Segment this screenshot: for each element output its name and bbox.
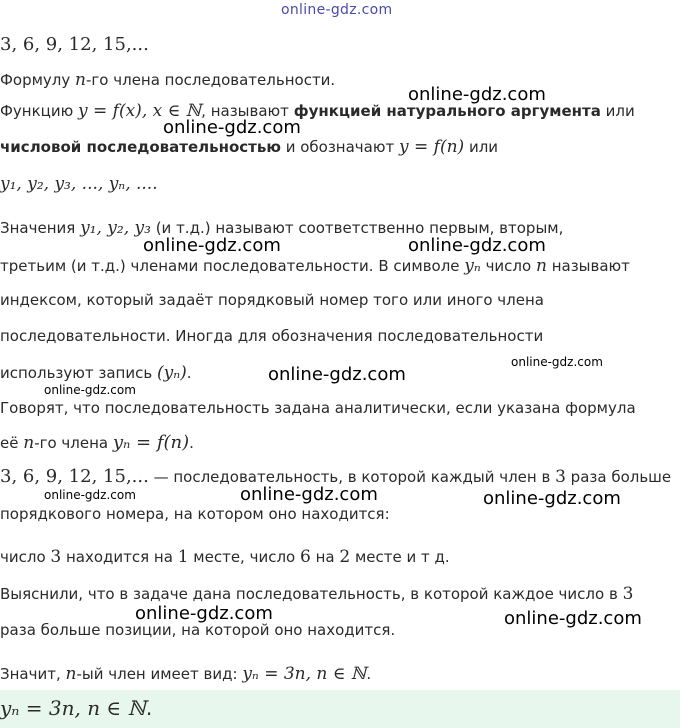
index-line: индексом, который задаёт порядковый номер того или иного члена (0, 291, 544, 309)
text-fragment: . (366, 665, 372, 683)
numeric-sequence-line (0, 137, 498, 157)
watermark: online-gdz.com (483, 488, 621, 509)
text-fragment: Значения (0, 219, 81, 237)
math-fragment: n (65, 664, 77, 684)
bold-term: числовой последовательностью (0, 138, 281, 156)
order-line: порядкового номера, на котором оно находится: (0, 505, 390, 523)
watermark: online-gdz.com (240, 484, 378, 505)
text-fragment: Значит, (0, 665, 66, 683)
say-line: Говорят, что последовательность задана аналитически, если указана формула (0, 399, 636, 417)
math-fragment: n (75, 70, 86, 90)
math-fragment: yₙ (464, 256, 481, 276)
text-fragment: находится на (61, 548, 178, 566)
watermark: online-gdz.com (135, 603, 273, 624)
sequence-line: последовательности. Иногда для обозначения последовательности (0, 327, 544, 345)
text-fragment: раза больше (565, 468, 672, 486)
text-fragment: или (464, 138, 499, 156)
conclusion-line (0, 664, 371, 684)
watermark: online-gdz.com (268, 364, 406, 385)
text-fragment: -го члена последовательности. (86, 71, 336, 89)
text-fragment: месте, число (188, 548, 300, 566)
text-fragment: -ый член имеет вид: (76, 665, 243, 683)
members-list: y₁, y₂, y₃, ..., yₙ, .... (0, 174, 158, 194)
math-fragment: 3 (622, 584, 634, 604)
math-fragment: yₙ = f(n) (112, 432, 190, 453)
watermark: online-gdz.com (281, 2, 393, 18)
text-fragment: (и т.д.) называют соответственно первым, вторым, (150, 219, 564, 237)
text-fragment: называют (546, 257, 630, 275)
text-fragment: — последовательность, в которой каждый член в (148, 468, 556, 486)
math-fragment: y₁, y₂, y₃ (80, 218, 151, 238)
sequence-text: 3, 6, 9, 12, 15,... (0, 34, 149, 55)
text-fragment: . (189, 434, 194, 452)
watermark: online-gdz.com (44, 488, 136, 502)
math-fragment: yₙ = 3n, n ∈ ℕ (0, 696, 146, 720)
math-fragment: y = f(n) (399, 137, 465, 157)
text-fragment: . (145, 696, 153, 720)
text-fragment: . (186, 364, 192, 382)
watermark: online-gdz.com (408, 235, 546, 256)
text-fragment: Функцию (0, 102, 79, 120)
use-line (0, 363, 192, 383)
answer-box (0, 690, 680, 728)
math-fragment: 1 (177, 547, 189, 567)
text-fragment: и обозначают (280, 138, 399, 156)
watermark: online-gdz.com (143, 235, 281, 256)
formula-line (0, 432, 194, 453)
text-fragment: месте и т д. (350, 548, 450, 566)
math-fragment: 2 (339, 547, 351, 567)
text-fragment: число (0, 548, 51, 566)
text-fragment: или (600, 102, 635, 120)
position-line (0, 547, 450, 567)
text-fragment: Выяснили, что в задаче дана последовательность, в которой каждое число в (0, 585, 623, 603)
answer-formula (0, 696, 152, 720)
text-fragment: её (0, 434, 24, 452)
text-fragment: третьим (и т.д.) членами последовательности. В символе (0, 257, 465, 275)
text-fragment: используют запись (0, 364, 157, 382)
math-fragment: 3 (50, 547, 62, 567)
text-fragment: на (310, 548, 340, 566)
math-fragment: 3 (555, 467, 566, 487)
math-fragment: (yₙ) (156, 363, 187, 383)
math-fragment: n (23, 433, 35, 453)
watermark: online-gdz.com (504, 608, 642, 629)
math-fragment: 6 (299, 547, 311, 567)
text-fragment: число (480, 257, 536, 275)
watermark: online-gdz.com (44, 383, 136, 397)
watermark: online-gdz.com (163, 117, 301, 138)
definition-line (0, 70, 335, 90)
text-fragment: Формулу (0, 71, 76, 89)
text-fragment: -го члена (34, 434, 113, 452)
watermark: online-gdz.com (511, 355, 603, 369)
math-fragment: n (535, 256, 547, 276)
math-fragment: y = f(x), x ∈ ℕ (78, 101, 202, 121)
watermark: online-gdz.com (408, 84, 546, 105)
text-fragment: , называют (201, 102, 294, 120)
bold-term: функцией натурального аргумента (293, 102, 601, 120)
found-line (0, 584, 633, 604)
math-fragment: 3, 6, 9, 12, 15,... (0, 466, 149, 487)
third-line (0, 256, 630, 276)
math-fragment: yₙ = 3n, n ∈ ℕ (242, 664, 367, 684)
times-line: раза больше позиции, на которой оно находится. (0, 621, 396, 639)
